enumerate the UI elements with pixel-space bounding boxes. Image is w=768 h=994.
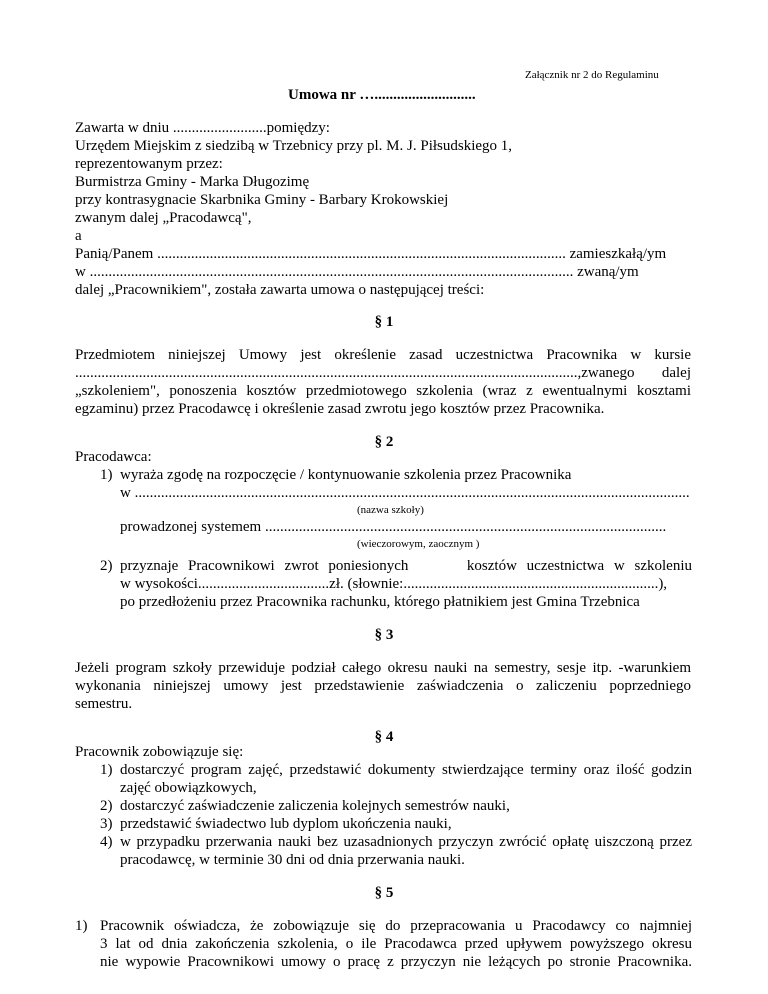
list-number: 3) [100, 816, 113, 832]
section-1-line: ......................................................................................................................................,zwanego dalej [75, 365, 691, 381]
list-number: 1) [100, 762, 113, 778]
section-2-item-text: wyraża zgodę na rozpoczęcie / kontynuowanie szkolenia przez Pracownika [120, 467, 572, 483]
intro-line: zwanym dalej „Pracodawcą", [75, 210, 252, 226]
section-3-line: Jeżeli program szkoły przewiduje podział całego okresu nauki na semestry, sesje itp. -warunkiem [75, 660, 691, 676]
section-3-heading: § 3 [374, 627, 394, 643]
contract-title: Umowa nr …........................... [288, 87, 476, 103]
intro-line: a [75, 228, 82, 244]
party-address-line: w ................................................................................................................................. zwaną/ym [75, 264, 639, 280]
school-name-line: w .................................................................................................................................................... [120, 485, 690, 501]
intro-line: Zawarta w dniu .........................pomiędzy: [75, 120, 330, 136]
list-number: 2) [100, 558, 113, 574]
section-1-line: „szkoleniem", ponoszenia kosztów przedmiotowego szkolenia (wraz z ewentualnymi kosztami [75, 383, 691, 399]
study-system-line: prowadzonej systemem ........................................................................................................... [120, 519, 667, 535]
section-2-heading: § 2 [374, 434, 394, 450]
study-system-caption: (wieczorowym, zaocznym ) [357, 538, 480, 550]
party-name-line: Panią/Panem ............................................................................................................. zamieszkałą/ym [75, 246, 667, 262]
section-4-item-text: w przypadku przerwania nauki bez uzasadnionych przyczyn zwrócić opłatę uiszczoną przez [120, 834, 692, 850]
school-name-caption: (nazwa szkoły) [357, 504, 424, 516]
section-4-lead: Pracownik zobowiązuje się: [75, 744, 244, 760]
list-number: 4) [100, 834, 113, 850]
section-1-line: egzaminu) przez Pracodawcę i określenie zasad zwrotu jego kosztów przez Pracownika. [75, 401, 605, 417]
intro-line: przy kontrasygnacie Skarbnika Gminy - Barbary Krokowskiej [75, 192, 449, 208]
intro-closing: dalej „Pracownikiem", została zawarta umowa o następującej treści: [75, 282, 485, 298]
list-number: 1) [100, 467, 113, 483]
section-5-item-text: 3 lat od dnia zakończenia szkolenia, o ile Pracodawca przed upływem powyższego okresu [100, 936, 692, 952]
list-number: 2) [100, 798, 113, 814]
section-4-item-text: zajęć obowiązkowych, [120, 780, 257, 796]
section-1-line: Przedmiotem niniejszej Umowy jest określenie zasad uczestnictwa Pracownika w kursie [75, 347, 691, 363]
section-4-item-text: dostarczyć program zajęć, przedstawić dokumenty stwierdzające terminy oraz ilość godzin [120, 762, 692, 778]
section-3-line: wykonania niniejszej umowy jest przedstawienie zaświadczenia o zaliczeniu poprzedniego [75, 678, 691, 694]
section-4-item-text: dostarczyć zaświadczenie zaliczenia kolejnych semestrów nauki, [120, 798, 510, 814]
section-5-item-text: Pracownik oświadcza, że zobowiązuje się do przepracowania u Pracodawcy co najmniej [100, 918, 692, 934]
section-5-item-text: nie wypowie Pracownikowi umowy o pracę z przyczyn nie leżących po stronie Pracownika. [100, 954, 692, 970]
section-2-item-text: przyznaje Pracownikowi zwrot poniesionych kosztów uczestnictwa w szkoleniu [120, 558, 692, 574]
section-2-lead: Pracodawca: [75, 449, 152, 465]
intro-line: Urzędem Miejskim z siedzibą w Trzebnicy przy pl. M. J. Piłsudskiego 1, [75, 138, 513, 154]
section-1-heading: § 1 [374, 314, 394, 330]
intro-line: reprezentowanym przez: [75, 156, 223, 172]
list-number: 1) [75, 918, 88, 934]
section-5-heading: § 5 [374, 885, 394, 901]
section-4-item-text: przedstawić świadectwo lub dyplom ukończenia nauki, [120, 816, 452, 832]
annex-label: Załącznik nr 2 do Regulaminu [525, 69, 659, 81]
section-4-heading: § 4 [374, 729, 394, 745]
section-3-line: semestru. [75, 696, 133, 712]
section-2-item-text: po przedłożeniu przez Pracownika rachunku, którego płatnikiem jest Gmina Trzebnica [120, 594, 640, 610]
section-4-item-text: pracodawcę, w terminie 30 dni od dnia przerwania nauki. [120, 852, 465, 868]
amount-line: w wysokości...................................zł. (słownie:....................................................................), [120, 576, 668, 592]
intro-line: Burmistrza Gminy - Marka Długozimę [75, 174, 310, 190]
